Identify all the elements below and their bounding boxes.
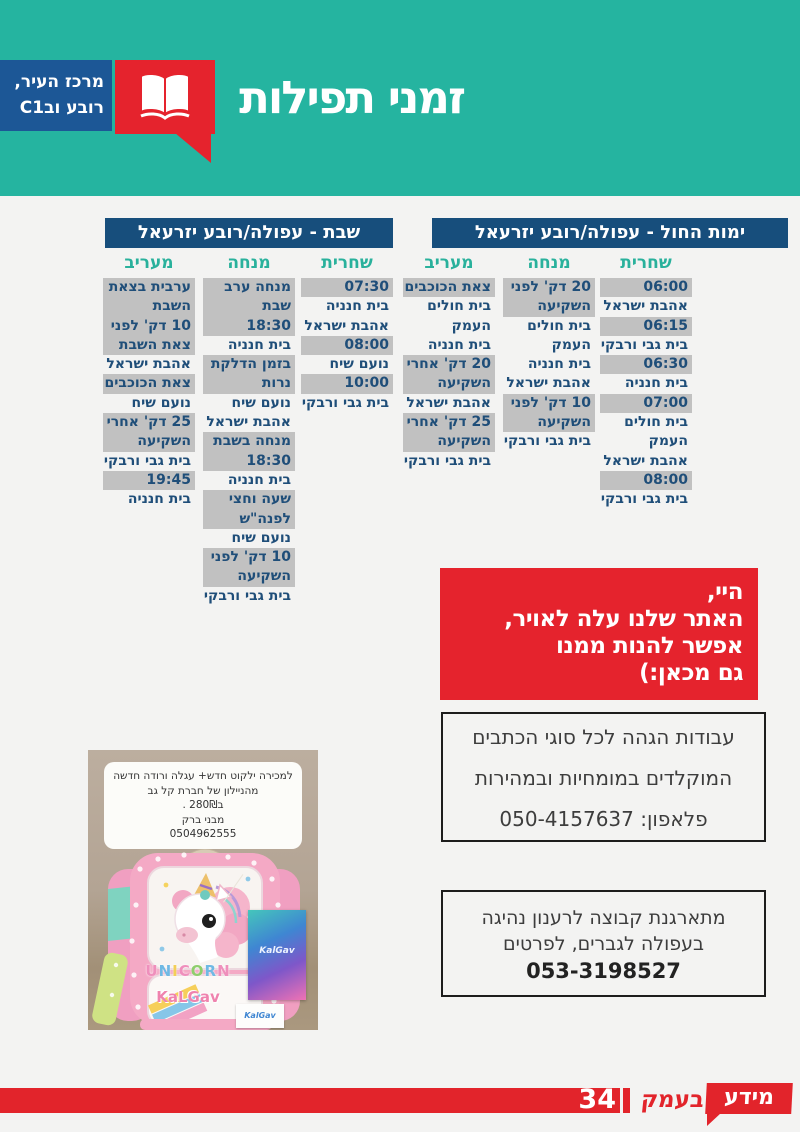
backpack-photo	[88, 750, 318, 1030]
weekday-schedule-table	[403, 218, 788, 528]
schedule-cell: אהבת ישראל	[603, 298, 688, 315]
schedule-column	[403, 252, 495, 471]
schedule-cell: בית חולים	[624, 414, 688, 431]
footer-bar	[0, 1084, 620, 1115]
schedule-cell: 19:45	[103, 471, 195, 490]
unicorn-letter: O	[190, 962, 205, 980]
schedule-cell: 06:30	[600, 355, 692, 374]
schedule-cell: 07:30	[301, 278, 393, 297]
schedule-cell: בית חנניה	[227, 336, 291, 353]
schedule-cell: 18:30	[203, 452, 295, 471]
schedule-column-header: שחרית	[321, 253, 373, 273]
brand-tag	[248, 910, 306, 1000]
schedule-cell: 08:00	[301, 336, 393, 355]
unicorn-letter: N	[158, 962, 173, 980]
schedule-cell: 10 דק' לפני	[203, 548, 295, 567]
schedule-cell: אהבת ישראל	[304, 317, 389, 334]
schedule-cell: 25 דק' אחרי	[403, 413, 495, 432]
schedule-cell: בית חנניה	[227, 471, 291, 488]
schedule-cell: העמק	[451, 317, 491, 334]
schedule-cell: בזמן הדלקת	[203, 355, 295, 374]
schedule-cell: בית גבי ורבקי	[600, 336, 688, 353]
brand-mini-tag: KalGav	[236, 1004, 284, 1028]
schedule-cell: בית חנניה	[527, 356, 591, 373]
text-line: מהניילון של חברת קל גב	[147, 784, 259, 797]
schedule-cell: אהבת ישראל	[206, 414, 291, 431]
text-line: מתארגנת קבוצה לרענון נהיגה	[481, 907, 726, 929]
proofreading-ad-box	[441, 712, 766, 842]
unicorn-letter: U	[145, 962, 159, 980]
text-line: היי,	[706, 579, 743, 605]
schedule-cell: נועם שיח	[131, 394, 191, 411]
classified-label	[104, 762, 302, 849]
schedule-cell: 06:00	[600, 278, 692, 297]
schedule-cell: צאת הכוכבים	[403, 278, 495, 297]
schedule-cell: השקיעה	[403, 374, 495, 393]
table-title: ימות החול - עפולה/רובע יזרעאל	[432, 218, 788, 248]
schedule-cell: נרות	[203, 374, 295, 393]
schedule-column-header: מעריב	[424, 253, 474, 273]
unicorn-letter: I	[172, 962, 179, 980]
schedule-column	[203, 252, 295, 606]
schedule-cell: השקיעה	[503, 297, 595, 316]
shabbat-schedule-table	[103, 218, 393, 638]
open-book-icon	[136, 70, 194, 122]
schedule-cell: שעה וחצי	[203, 490, 295, 509]
schedule-cell: בית גבי ורבקי	[503, 433, 591, 450]
schedule-cell: השקיעה	[203, 567, 295, 586]
text-line: האתר שלנו עלה לאויר,	[504, 606, 743, 632]
table-title: שבת - עפולה/רובע יזרעאל	[105, 218, 393, 248]
schedule-cell: נועם שיח	[231, 394, 291, 411]
text-line: מבני ברק	[181, 813, 225, 826]
schedule-cell: בית גבי ורבקי	[301, 394, 389, 411]
text-line: גם מכאן:)	[639, 660, 743, 686]
page-number: 34	[578, 1084, 616, 1115]
schedule-cell: העמק	[551, 336, 591, 353]
phone-number: 053-3198527	[526, 959, 681, 983]
kalgav-brand-text: KaLGav	[156, 988, 220, 1006]
schedule-cell: נועם שיח	[231, 529, 291, 546]
schedule-column-header: מעריב	[124, 253, 174, 273]
schedule-cell: אהבת ישראל	[506, 375, 591, 392]
schedule-cell: בית חולים	[527, 317, 591, 334]
schedule-cell: העמק	[648, 433, 688, 450]
schedule-cell: בית גבי ורבקי	[403, 452, 491, 469]
schedule-cell: 08:00	[600, 471, 692, 490]
unicorn-text	[88, 962, 288, 980]
schedule-cell: בית גבי ורבקי	[103, 452, 191, 469]
schedule-cell: השקיעה	[403, 432, 495, 451]
schedule-cell: השקיעה	[103, 432, 195, 451]
schedule-cell: בית חולים	[427, 298, 491, 315]
schedule-cell: לפנה"ש	[203, 510, 295, 529]
text-line: עבודות הגהה לכל סוגי הכתבים	[472, 725, 735, 749]
footer-bar-endcap	[623, 1088, 630, 1113]
text-line: בעפולה לגברים, לפרטים	[502, 933, 704, 955]
text-line: פלאפון: 050-4157637	[499, 807, 708, 831]
unicorn-letter: C	[178, 962, 191, 980]
schedule-column	[600, 252, 692, 510]
text-line: אפשר להנות ממנו	[555, 633, 743, 659]
publication-logo-tail	[707, 1113, 721, 1126]
schedule-cell: בית חנניה	[427, 336, 491, 353]
schedule-cell: ערבית בצאת	[103, 278, 195, 297]
schedule-cell: אהבת ישראל	[603, 452, 688, 469]
schedule-column-header: שחרית	[620, 253, 672, 273]
publication-logo-meda: מידע	[705, 1083, 793, 1114]
schedule-cell: צאת השבת	[103, 336, 195, 355]
schedule-column	[103, 252, 195, 510]
text-line: למכירה ילקוט חדש+ עגלה ורודה חדשה	[113, 770, 293, 782]
schedule-cell: 20 דק' אחרי	[403, 355, 495, 374]
text-line: המוקלדים במומחיות ובמהירות	[474, 766, 733, 790]
text-line: 0504962555	[169, 828, 237, 840]
schedule-cell: 25 דק' אחרי	[103, 413, 195, 432]
schedule-cell: בית גבי ורבקי	[600, 491, 688, 508]
driving-refresh-ad-box	[441, 890, 766, 997]
schedule-cell: בית חנניה	[127, 491, 191, 508]
schedule-column-header: מנחה	[227, 253, 271, 273]
schedule-column	[503, 252, 595, 452]
page-title: זמני תפילות	[239, 71, 464, 124]
schedule-cell: בית חנניה	[624, 375, 688, 392]
schedule-cell: 18:30	[203, 317, 295, 336]
schedule-cell: 10:00	[301, 374, 393, 393]
speech-bubble-tail	[175, 133, 211, 163]
schedule-cell: 10 דק' לפני	[503, 394, 595, 413]
brand-tag-text: KalGav	[259, 946, 295, 956]
schedule-cell: 07:00	[600, 394, 692, 413]
schedule-cell: נועם שיח	[329, 356, 389, 373]
schedule-cell: השבת	[103, 297, 195, 316]
text-line: ב280₪ .	[182, 799, 224, 811]
schedule-cell: 06:15	[600, 317, 692, 336]
schedule-cell: 10 דק' לפני	[103, 317, 195, 336]
schedule-cell: מנחה בשבת	[203, 432, 295, 451]
schedule-column-header: מנחה	[527, 253, 571, 273]
page-header	[0, 0, 800, 196]
schedule-column	[301, 252, 393, 413]
publication-logo-bamek: בעמק	[639, 1087, 706, 1113]
website-banner	[440, 568, 758, 700]
schedule-cell: מנחה ערב	[203, 278, 295, 297]
text-line: מרכז העיר,	[14, 72, 104, 92]
schedule-cell: צאת הכוכבים	[103, 374, 195, 393]
schedule-cell: השקיעה	[503, 413, 595, 432]
location-badge	[0, 60, 112, 131]
schedule-cell: שבת	[203, 297, 295, 316]
unicorn-letter: R	[204, 962, 218, 980]
schedule-cell: בית גבי ורבקי	[203, 587, 291, 604]
text-line: רובע ובC1	[19, 98, 104, 118]
unicorn-letter: N	[217, 962, 231, 980]
schedule-cell: 20 דק' לפני	[503, 278, 595, 297]
schedule-cell: אהבת ישראל	[106, 356, 191, 373]
schedule-cell: אהבת ישראל	[406, 394, 491, 411]
schedule-cell: בית חנניה	[325, 298, 389, 315]
